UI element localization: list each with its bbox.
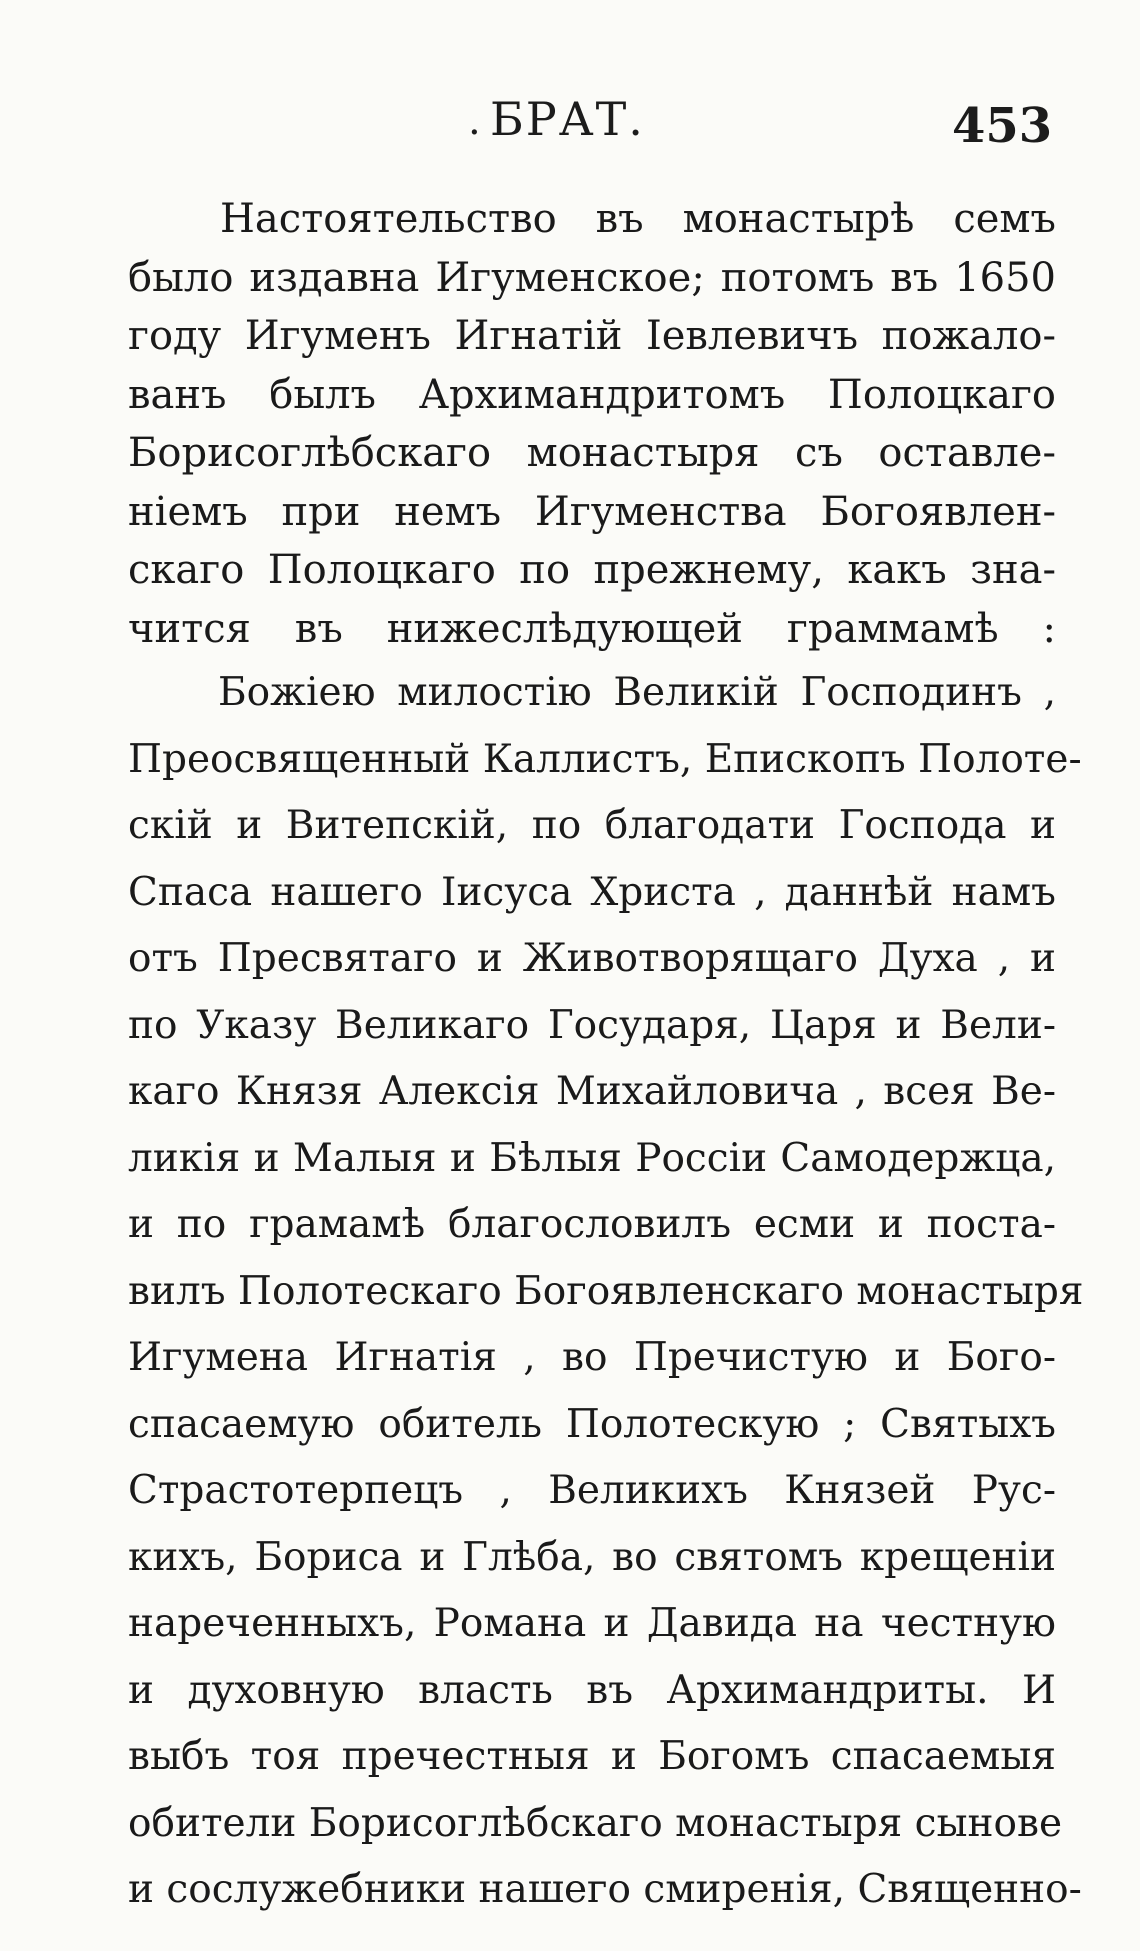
text-line: и по грамамѣ благословилъ есми и поста- xyxy=(128,1202,1056,1247)
text-line: Спаса нашего Іисуса Христа , даннѣй намъ xyxy=(128,869,1056,915)
text-line: выбъ тоя пречестныя и Богомъ спасаемыя xyxy=(128,1734,1056,1779)
text-line: Страстотерпецъ , Великихъ Князей Рус- xyxy=(128,1468,1056,1513)
text-line: ликія и Малыя и Бѣлыя Россіи Самодержца, xyxy=(128,1135,1056,1181)
text-line: спасаемую обитель Полотескую ; Святыхъ xyxy=(128,1401,1056,1447)
text-line: по Указу Великаго Государя, Царя и Вели- xyxy=(128,1002,1056,1048)
text-line: скаго Полоцкаго по прежнему, какъ зна- xyxy=(128,547,1056,593)
text-line: Божіею милостію Великій Господинъ , xyxy=(218,670,1056,715)
paragraph-charter xyxy=(128,660,1084,1924)
text-line: каго Князя Алексія Михайловича , всея Ве- xyxy=(128,1069,1056,1114)
text-line: Борисоглѣбскаго монастыря съ оставле- xyxy=(128,430,1056,476)
text-line: ванъ былъ Архимандритомъ Полоцкаго xyxy=(128,371,1056,418)
text-line: чится въ нижеслѣдующей граммамѣ : xyxy=(128,605,1056,652)
page-number: 453 xyxy=(952,98,1053,154)
paragraph-intro xyxy=(128,190,1056,658)
text-line: и сослужебники нашего смиренія, Священно- xyxy=(128,1867,1082,1912)
text-line: нареченныхъ, Романа и Давида на честную xyxy=(128,1601,1056,1646)
text-line: Игумена Игнатія , во Пречистую и Бого- xyxy=(128,1335,1056,1380)
text-line: Настоятельство въ монастырѣ семъ xyxy=(220,196,1056,242)
running-head-title: . БРАТ. xyxy=(490,92,645,146)
text-line: было издавна Игуменское; потомъ въ 1650 xyxy=(128,254,1056,301)
text-line: скій и Витепскій, по благодати Господа и xyxy=(128,803,1056,848)
text-line: Преосвященный Каллистъ, Епископъ Полоте- xyxy=(128,736,1082,782)
text-line: вилъ Полотескаго Богоявленскаго монастыря xyxy=(128,1268,1084,1314)
text-line: отъ Пресвятаго и Животворящаго Духа , и xyxy=(128,936,1056,981)
text-line: году Игуменъ Игнатій Іевлевичъ пожало- xyxy=(128,313,1056,359)
text-line: кихъ, Бориса и Глѣба, во святомъ крещеніи xyxy=(128,1534,1056,1580)
text-line: обители Борисоглѣбскаго монастыря сынове xyxy=(128,1800,1063,1846)
text-line: и духовную власть въ Архимандриты. И xyxy=(128,1667,1056,1713)
text-line: ніемъ при немъ Игуменства Богоявлен- xyxy=(128,488,1056,535)
running-head xyxy=(0,92,1140,152)
